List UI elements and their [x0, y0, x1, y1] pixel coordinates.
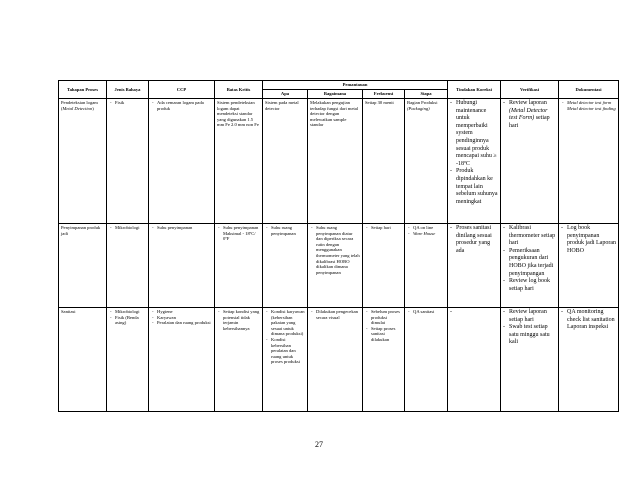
cell-batas: - Setiap kondisi yang potensial tidak terjamin kebersihannya — [215, 308, 263, 412]
cell-bagaimana: - Dilakukan pengecekan secara visual — [308, 308, 363, 412]
header-bagaimana: Bagaimana — [308, 90, 363, 99]
cell-dokumentasi: - QA monitoring check list sanitation Laporan inspeksi — [559, 308, 619, 412]
header-batas: Batas Kritis — [215, 81, 263, 99]
cell-siapa: Bagian Produksi (Packaging) — [405, 99, 448, 224]
header-frekuensi: Frekuensi — [363, 90, 405, 99]
cell-verifikasi: - Review laporan (Metal Detector test Form) setiap hari — [501, 99, 559, 224]
cell-tindakan: - Hubungi maintenance untuk memperbaiki system pendinginnya sesuai produk mencapai suhu ≥ -18ºC - Produk dipindahkan ke tempat lain sebelum suhunya meningkat — [448, 99, 501, 224]
header-row — [59, 81, 619, 90]
cell-bagaimana: - Suhu ruang penyimpanan diatur dan diperiksa secara rutin dengan menggunakan thermometer yang telah dikalibrasi HOBO dikalikan dimana penyimpanan — [308, 224, 363, 308]
cell-siapa: - QA on line - Ware House — [405, 224, 448, 308]
header-ccp: CCP — [149, 81, 215, 99]
cell-ccp: - Ada cemaran logam pada produk — [149, 99, 215, 224]
cell-dokumentasi: - Log book penyimpanan produk jadi Laporan HOBO — [559, 224, 619, 308]
cell-jenis: - Mikrobiologi — [107, 224, 149, 308]
haccp-table — [58, 80, 619, 412]
cell-apa: - Kondisi karyawan (kebersihan pakaian yang sesuai untuk dimana produksi) - Kondisi kebersihan peralatan dan ruang untuk proses produksi — [263, 308, 308, 412]
header-siapa: Siapa — [405, 90, 448, 99]
header-dokumentasi: Dokumentasi — [559, 81, 619, 99]
cell-bagaimana: Melakukan pengujian terhadap fungsi dari metal detector dengan melewatkan sample standar — [308, 99, 363, 224]
header-apa: Apa — [263, 90, 308, 99]
cell-tindakan — [448, 308, 501, 412]
cell-jenis: - Mikrobiologi - Fisik (Benda asing) — [107, 308, 149, 412]
cell-batas: Sistem pendeteksian logam dapat mendeteksi standar yang digunakan 1.5 mm Fe 2.0 mm non Fe — [215, 99, 263, 224]
header-jenis: Jenis Bahaya — [107, 81, 149, 99]
cell-jenis: - Fisik — [107, 99, 149, 224]
cell-apa: - Suhu ruang penyimpanan — [263, 224, 308, 308]
cell-frekuensi: - Sebelum proses produksi dimulai - Setiap proses sanitasi dilakukan — [363, 308, 405, 412]
header-verifikasi: Verifikasi — [501, 81, 559, 99]
cell-tahapan: Sanitasi — [59, 308, 107, 412]
page-number: 27 — [315, 440, 323, 449]
cell-apa: Sistem pada metal detector — [263, 99, 308, 224]
cell-batas: - Suhu penyimpanan Maksimal - 18ºC/ 0ºF — [215, 224, 263, 308]
table-row — [59, 308, 619, 412]
cell-frekuensi: - Setiap hari — [363, 224, 405, 308]
cell-siapa: - QA sanitasi — [405, 308, 448, 412]
table-row — [59, 224, 619, 308]
cell-tahapan: Penyimpanan produk jadi — [59, 224, 107, 308]
cell-tahapan: Pendeteksian logam (Metal Detection) — [59, 99, 107, 224]
cell-ccp: - Suhu penyimpanan — [149, 224, 215, 308]
header-pemantauan: Pemantauan — [263, 81, 448, 90]
cell-frekuensi: Setiap 30 menit — [363, 99, 405, 224]
cell-verifikasi: - Review laporan setiap hari - Swab test setiap satu minggu satu kali — [501, 308, 559, 412]
table-row — [59, 99, 619, 224]
cell-verifikasi: - Kalibrasi thermometer setiap hari - Pemeriksaan pengukuran dari HOBO jika terjadi penyimpangan - Review log book setiap hari — [501, 224, 559, 308]
cell-tindakan: - Proses sanitasi dinilang sesuai prosedur yang ada — [448, 224, 501, 308]
cell-dokumentasi: - Metal detector test form Metal detector test finding — [559, 99, 619, 224]
cell-ccp: - Hygiene - Karyawan - Peralatan dan ruang produksi — [149, 308, 215, 412]
header-tindakan: Tindakan Koreksi — [448, 81, 501, 99]
header-tahapan: Tahapan Proses — [59, 81, 107, 99]
